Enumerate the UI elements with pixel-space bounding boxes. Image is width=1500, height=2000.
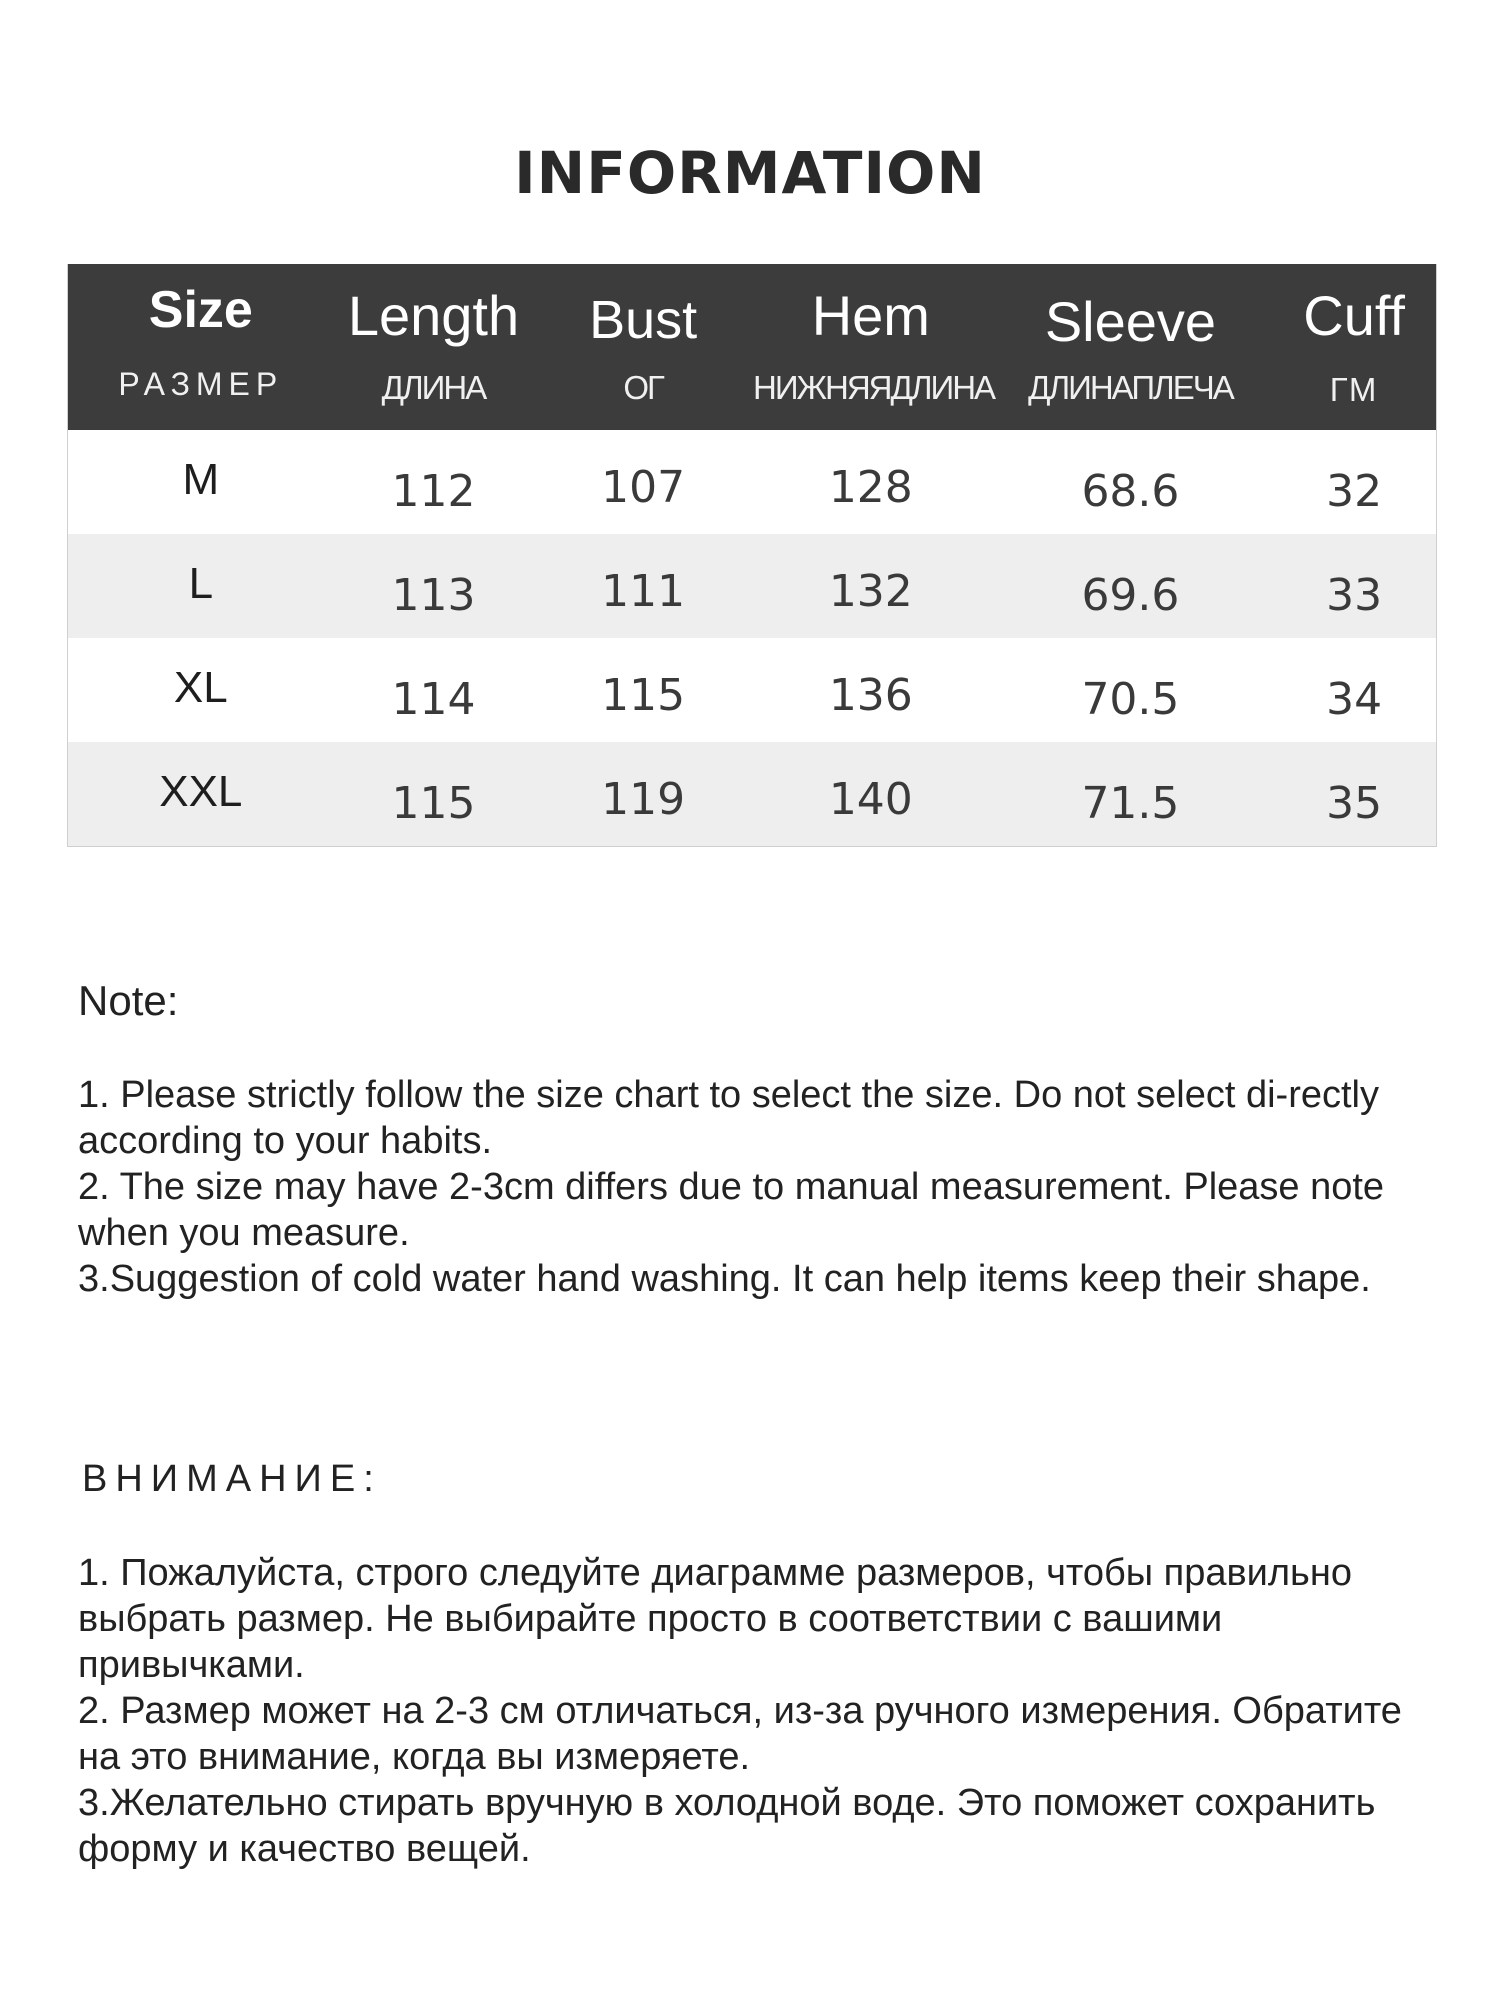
- note-item: 3.Suggestion of cold water hand washing. It can help items keep their shape.: [78, 1258, 1371, 1300]
- header-size: [68, 264, 334, 430]
- header-size-ru: РАЗМЕР: [118, 366, 284, 402]
- header-hem-en: Hem: [811, 284, 930, 347]
- cell-hem: 132: [828, 566, 913, 617]
- header-length: [334, 264, 534, 430]
- cell-hem: 128: [828, 462, 913, 513]
- cell-sleeve: 70.5: [1081, 674, 1180, 725]
- header-sleeve: [989, 264, 1273, 430]
- cell-size: XL: [173, 663, 228, 712]
- cell-size: M: [182, 455, 220, 504]
- header-cuff: [1272, 264, 1436, 430]
- header-length-en: Length: [347, 284, 520, 347]
- cell-length: 113: [391, 570, 476, 621]
- header-bust-ru: ОГ: [623, 369, 663, 406]
- page-title: INFORMATION: [514, 139, 986, 207]
- size-chart-table: [67, 264, 1437, 847]
- cell-sleeve: 68.6: [1081, 466, 1180, 517]
- ru-note-item: 3.Желательно стирать вручную в холодной воде. Это поможет сохранить форму и качество вещей.: [78, 1782, 1376, 1870]
- note-item: 1. Please strictly follow the size chart to select the size. Do not select di-rectly according to your habits.: [78, 1074, 1379, 1162]
- table-row: [68, 534, 1436, 638]
- cell-bust: 115: [601, 670, 686, 721]
- table-row: [68, 638, 1436, 742]
- cell-cuff: 35: [1326, 778, 1383, 829]
- note-heading: Note:: [78, 977, 179, 1024]
- header-sleeve-en: Sleeve: [1044, 290, 1217, 353]
- header-cuff-ru: ГМ: [1329, 371, 1379, 408]
- cell-size: XXL: [159, 767, 243, 816]
- ru-note-item: 2. Размер может на 2-3 см отличаться, из-за ручного измерения. Обратите на это внимание, когда вы измеряете.: [78, 1690, 1402, 1778]
- cell-sleeve: 71.5: [1081, 778, 1180, 829]
- header-sleeve-ru: ДЛИНАПЛЕЧА: [1028, 369, 1233, 406]
- cell-length: 115: [391, 778, 476, 829]
- cell-bust: 111: [601, 566, 686, 617]
- cell-bust: 119: [601, 774, 686, 825]
- table-header-row: [68, 264, 1436, 430]
- header-hem-ru: НИЖНЯЯДЛИНА: [752, 369, 995, 406]
- cell-cuff: 32: [1326, 466, 1383, 517]
- header-bust-en: Bust: [589, 290, 698, 350]
- header-size-en: Size: [148, 281, 253, 339]
- cell-cuff: 34: [1326, 674, 1383, 725]
- cell-sleeve: 69.6: [1081, 570, 1180, 621]
- note-item: 2. The size may have 2-3cm differs due to manual measurement. Please note when you measure.: [78, 1166, 1385, 1254]
- cell-length: 114: [391, 674, 476, 725]
- header-length-ru: ДЛИНА: [381, 369, 486, 406]
- header-bust: [533, 264, 753, 430]
- header-cuff-en: Cuff: [1303, 284, 1405, 347]
- cell-hem: 140: [828, 774, 913, 825]
- table-row: [68, 430, 1436, 534]
- cell-length: 112: [391, 466, 476, 517]
- cell-hem: 136: [828, 670, 913, 721]
- ru-note-item: 1. Пожалуйста, строго следуйте диаграмме размеров, чтобы правильно выбрать размер. Не выбирайте просто в соответствии с вашими привычками.: [78, 1552, 1352, 1686]
- ru-note-heading: ВНИМАНИЕ:: [82, 1458, 382, 1500]
- cell-size: L: [188, 559, 214, 608]
- note-list: [78, 1072, 1398, 1302]
- cell-bust: 107: [601, 462, 686, 513]
- table-row: [68, 742, 1436, 846]
- ru-note-list: [78, 1550, 1438, 1872]
- cell-cuff: 33: [1326, 570, 1383, 621]
- header-hem: [752, 264, 995, 430]
